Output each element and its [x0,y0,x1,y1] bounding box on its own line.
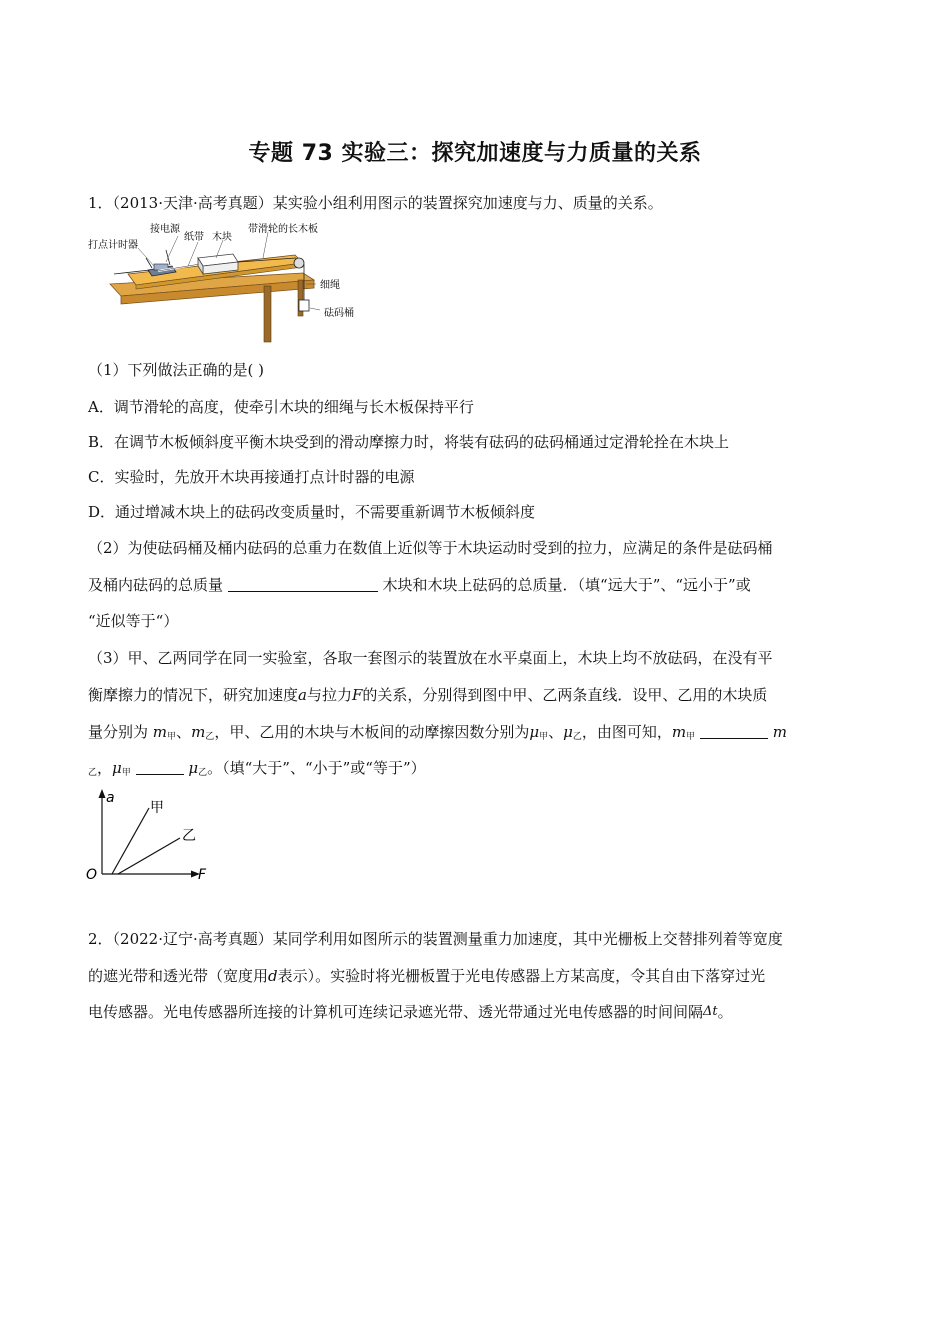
q1-part2-line2: 及桶内砝码的总质量 木块和木块上砝码的总质量．（填“远大于”、“远小于”或 [88,576,751,594]
q1-stem: 1．（2013·天津·高考真题）某实验小组利用图示的装置探究加速度与力、质量的关系。 [88,194,663,212]
apparatus-figure [88,218,378,344]
q1-part3-line2: 衡摩擦力的情况下，研究加速度a与拉力F的关系，分别得到图中甲、乙两条直线．设甲、乙用的木块质 [88,686,768,704]
answer-blank-2[interactable] [700,724,768,739]
q1-option-a: A．调节滑轮的高度，使牵引木块的细绳与长木板保持平行 [88,398,474,416]
answer-blank-1[interactable] [228,577,378,592]
page-title: 专题 73 实验三：探究加速度与力质量的关系 [248,141,702,166]
q2-line1: 2．（2022·辽宁·高考真题）某同学利用如图所示的装置测量重力加速度，其中光栅板上交替排列着等宽度 [88,930,783,948]
q1-part3-line1: （3）甲、乙两同学在同一实验室，各取一套图示的装置放在水平桌面上，木块上均不放砝码，在没有平 [88,649,773,667]
q1-part2-line3: “近似等于“） [88,612,179,630]
label-power: 接电源 [150,224,180,235]
q1-part1: （1）下列做法正确的是( ) [88,361,265,379]
line-yi [118,838,180,874]
q1-part3-line4: $_乙$，$\mu_甲$ $\mu_乙$。（填“大于”、“小于”或“等于”） [88,759,426,778]
q2-line2: 的遮光带和透光带（宽度用d表示）。实验时将光栅板置于光电传感器上方某高度，令其自由下落穿过光 [88,967,766,985]
q1-option-d: D．通过增减木块上的砝码改变质量时，不需要重新调节木板倾斜度 [88,503,536,521]
origin-label: O [86,867,98,883]
label-tape: 纸带 [184,232,204,243]
y-axis-label: a [106,790,115,806]
q1-option-b: B．在调节木板倾斜度平衡木块受到的滑动摩擦力时，将装有砝码的砝码桶通过定滑轮拴在木块上 [88,433,730,451]
label-rope: 细绳 [320,280,340,291]
line-jia-label: 甲 [150,800,164,816]
q1-option-c: C．实验时，先放开木块再接通打点计时器的电源 [88,468,415,486]
answer-blank-3[interactable] [136,760,184,775]
label-bucket: 砝码桶 [324,308,354,319]
label-timer: 打点计时器 [88,240,138,251]
line-yi-label: 乙 [182,828,196,844]
label-board: 带滑轮的长木板 [248,224,318,235]
q1-part3-line3: 量分别为 $m_甲$、$m_乙$，甲、乙用的木块与木板间的动摩擦因数分别为$\mu_甲$、$\mu_乙$，由图可知，$m_甲$ m [88,723,787,742]
q1-part2-line1: （2）为使砝码桶及桶内砝码的总重力在数值上近似等于木块运动时受到的拉力，应满足的条件是砝码桶 [88,539,773,557]
q2-line3: 电传感器。光电传感器所连接的计算机可连续记录遮光带、透光带通过光电传感器的时间间隔Δt。 [88,1003,733,1021]
x-axis-label: F [198,867,207,883]
a-f-graph [84,786,214,886]
label-block: 木块 [212,232,232,243]
line-jia [112,808,149,874]
